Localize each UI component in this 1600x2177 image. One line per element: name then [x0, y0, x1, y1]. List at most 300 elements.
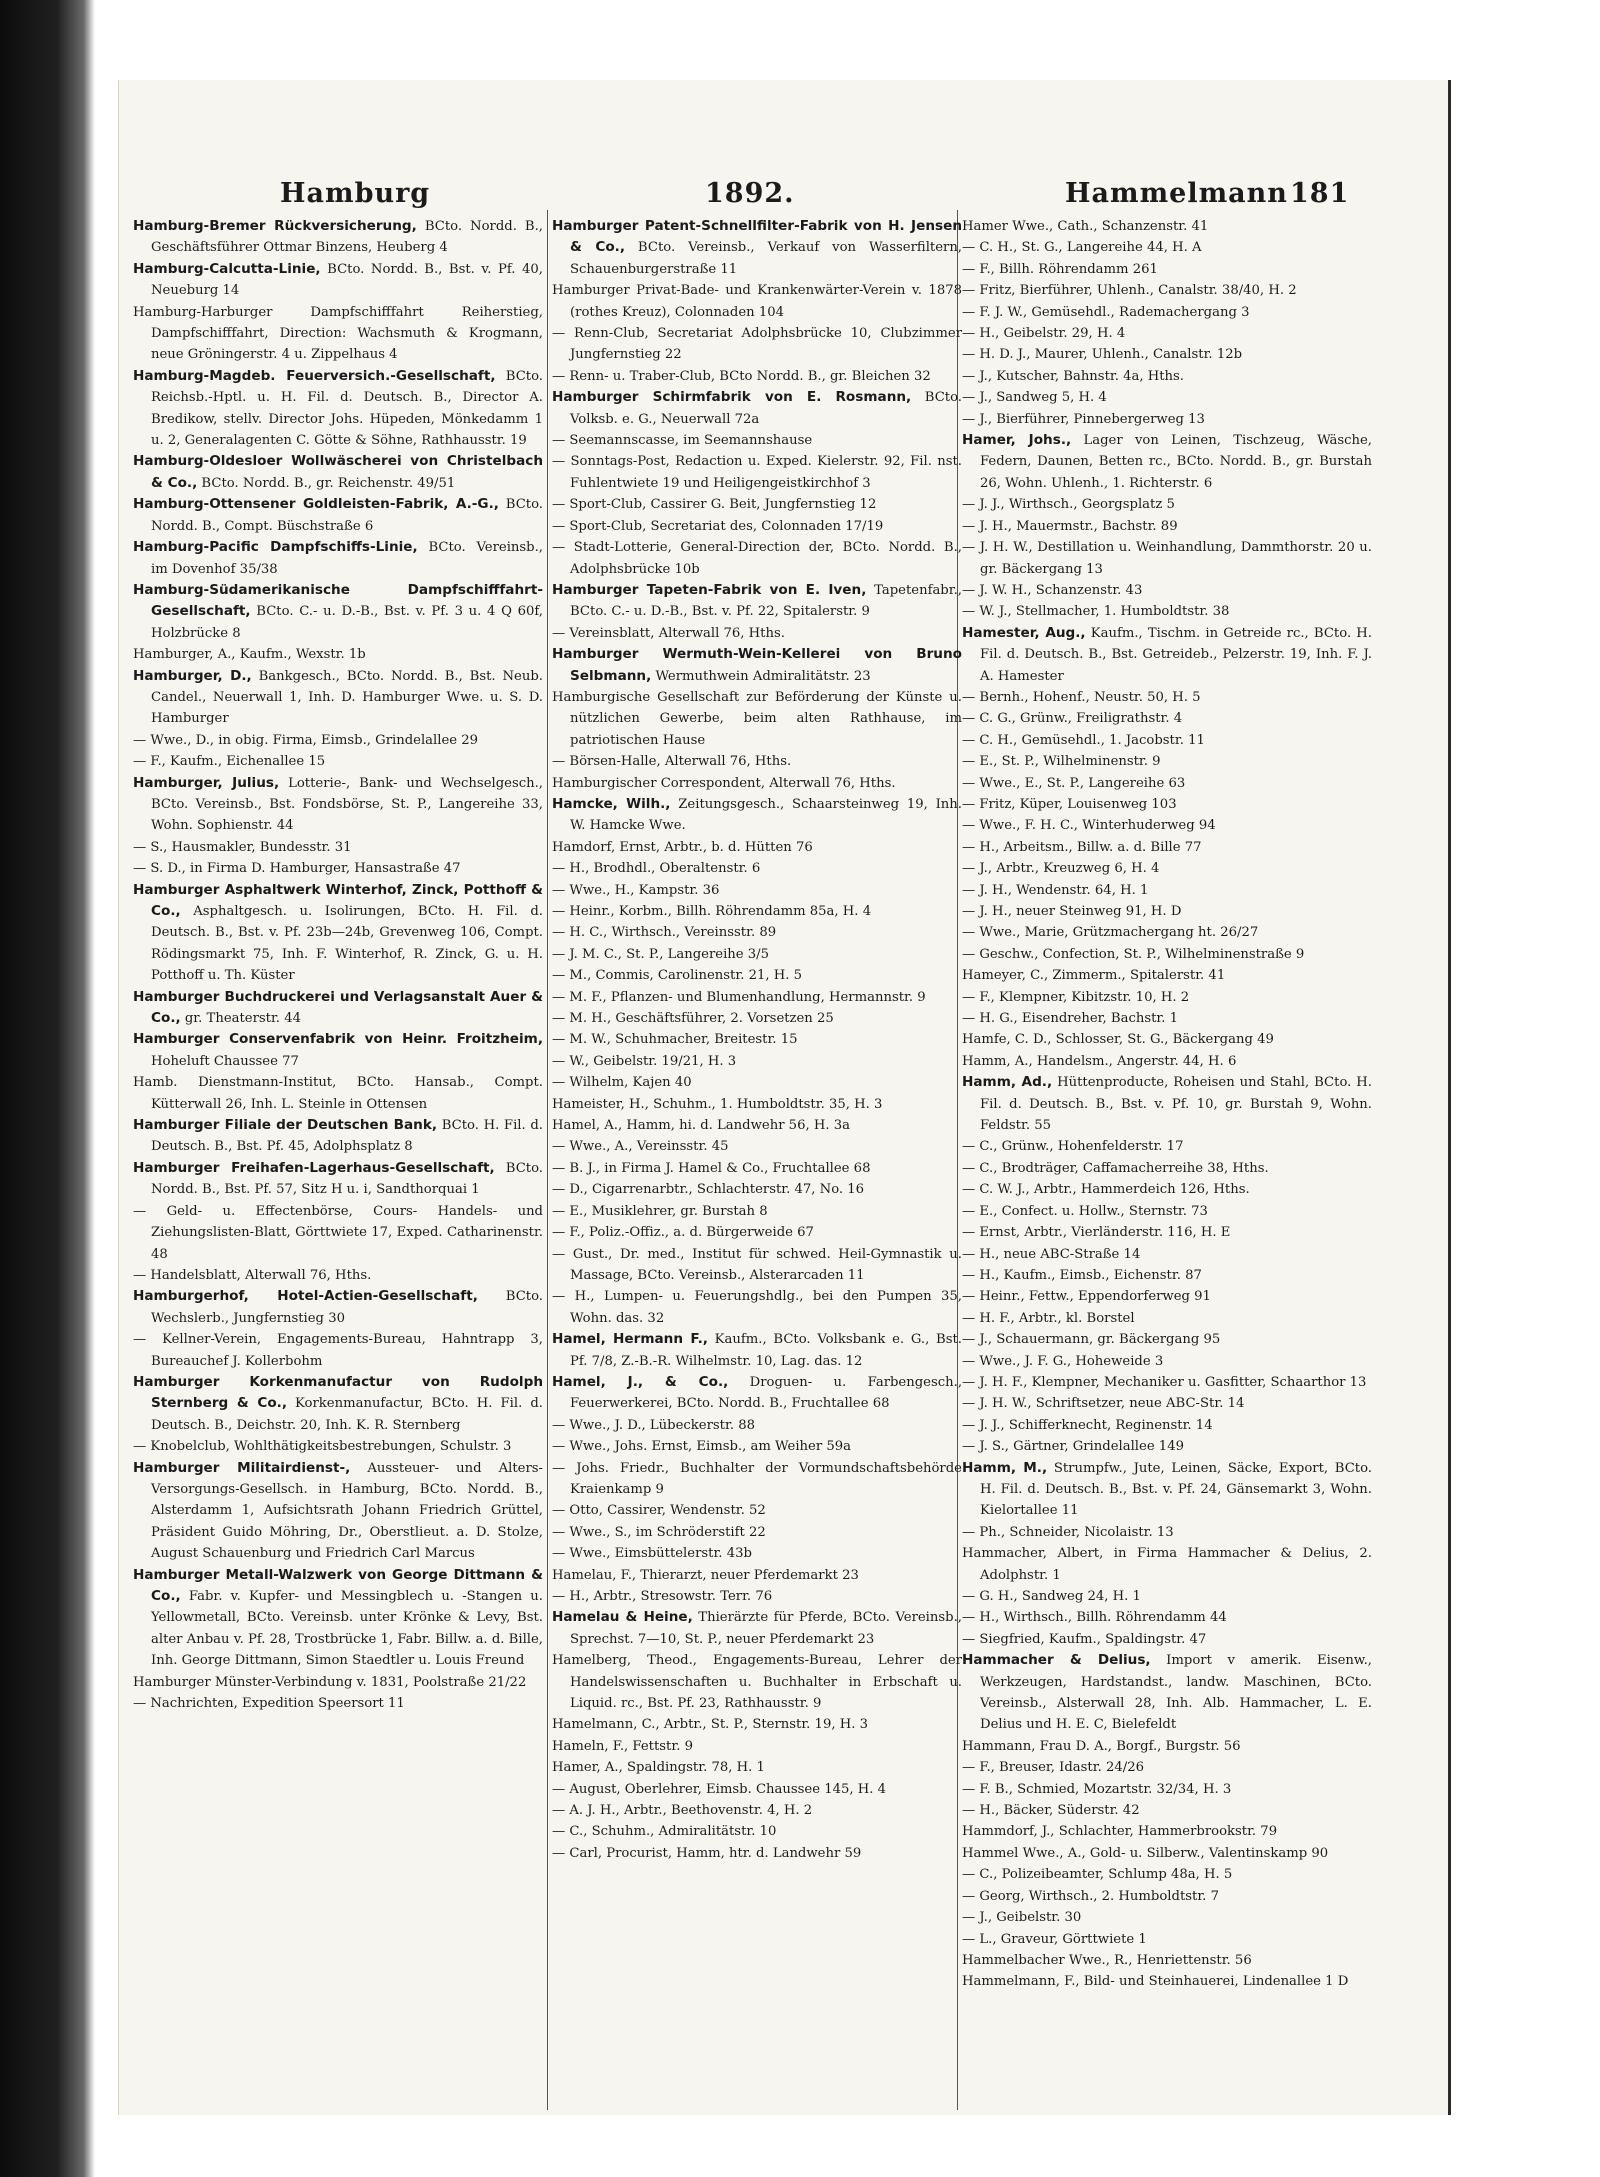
- entry-details: — M. W., Schuhmacher, Breitestr. 15: [552, 1032, 798, 1048]
- directory-entry: [962, 601, 1372, 622]
- directory-entry: [962, 1029, 1372, 1050]
- entry-details: — J., Sandweg 5, H. 4: [962, 390, 1107, 406]
- entry-details: Bankgesch., BCto. Nordd. B., Bst. Neub. Candel., Neuerwall 1, Inh. D. Hamburger Wwe. u. S. D. Hamburger: [151, 668, 543, 727]
- directory-entry: [133, 1565, 543, 1672]
- entry-details: — M. F., Pflanzen- und Blumenhandlung, Hermannstr. 9: [552, 989, 926, 1005]
- entry-details: Hamer Wwe., Cath., Schanzenstr. 41: [962, 219, 1209, 234]
- entry-name: Hamburger Freihafen-Lagerhaus-Gesellschaft,: [133, 1159, 495, 1176]
- directory-entry: [962, 623, 1372, 687]
- directory-column-3: [962, 216, 1372, 2036]
- directory-entry: [962, 1950, 1372, 1971]
- directory-entry: [552, 1821, 962, 1842]
- entry-details: Hammel Wwe., A., Gold- u. Silberw., Valentinskamp 90: [962, 1845, 1329, 1861]
- entry-name: Hamburger, D.,: [133, 667, 252, 684]
- directory-entry: [552, 1757, 962, 1778]
- directory-entry: [962, 1244, 1372, 1265]
- entry-details: Hammelbacher Wwe., R., Henriettenstr. 56: [962, 1952, 1252, 1968]
- page-number: 181: [1290, 178, 1350, 209]
- entry-name: Hamburger Conservenfabrik von Heinr. Froitzheim,: [133, 1031, 543, 1048]
- entry-details: — Vereinsblatt, Alterwall 76, Hths.: [552, 625, 785, 641]
- entry-details: BCto. Nordd. B., Compt. Büschstraße 6: [151, 497, 543, 534]
- directory-entry: [962, 280, 1372, 301]
- directory-entry: [552, 1522, 962, 1543]
- entry-details: Hammann, Frau D. A., Borgf., Burgstr. 56: [962, 1738, 1241, 1754]
- directory-entry: [962, 1436, 1372, 1457]
- directory-entry: [962, 773, 1372, 794]
- entry-name: Hamburger, Julius,: [133, 774, 280, 791]
- directory-entry: [962, 1008, 1372, 1029]
- directory-entry: [962, 858, 1372, 879]
- entry-details: Lager von Leinen, Tischzeug, Wäsche, Federn, Daunen, Betten rc., BCto. Nordd. B., gr. Burstah 26, Wohn. Uhlenh., 1. Richterstr. 6: [980, 433, 1372, 491]
- entry-name: Hamburg-Oldesloer Wollwäscherei von Christelbach & Co.,: [133, 453, 543, 491]
- directory-column-2: [552, 216, 962, 2036]
- entry-details: — J., Geibelstr. 30: [962, 1910, 1082, 1926]
- entry-name: Hamburg-Südamerikanische Dampfschifffahrt-Gesellschaft,: [133, 581, 543, 620]
- entry-details: Hamb. Dienstmann-Institut, BCto. Hansab., Compt. Kütterwall 26, Inh. L. Steinle in Ottensen: [133, 1075, 543, 1112]
- directory-entry: [962, 880, 1372, 901]
- directory-entry: [552, 1714, 962, 1735]
- entry-details: — E., St. P., Wilhelminenstr. 9: [962, 754, 1161, 770]
- directory-entry: [962, 1329, 1372, 1350]
- entry-details: — C., Polizeibeamter, Schlump 48a, H. 5: [962, 1867, 1233, 1883]
- directory-entry: [962, 837, 1372, 858]
- entry-details: — J. J., Schifferknecht, Reginenstr. 14: [962, 1417, 1213, 1433]
- directory-entry: [962, 1971, 1372, 1992]
- directory-entry: [133, 1072, 543, 1115]
- entry-details: — J. H. W., Schriftsetzer, neue ABC-Str. 14: [962, 1396, 1245, 1412]
- entry-details: — Gust., Dr. med., Institut für schwed. Heil-Gymnastik u. Massage, BCto. Vereinsb., Alsterarcaden 11: [552, 1246, 962, 1283]
- directory-entry: [962, 1072, 1372, 1136]
- entry-details: Thierärzte für Pferde, BCto. Vereinsb., Sprechst. 7—10, St. P., neuer Pferdemarkt 23: [570, 1610, 962, 1647]
- directory-entry: [133, 1265, 543, 1286]
- entry-details: — Heinr., Korbm., Billh. Röhrendamm 85a, H. 4: [552, 904, 872, 919]
- directory-entry: [133, 1372, 543, 1436]
- directory-entry: [552, 965, 962, 986]
- entry-name: Hammacher & Delius,: [962, 1652, 1151, 1669]
- directory-entry: [552, 1179, 962, 1200]
- directory-entry: [552, 1286, 962, 1329]
- directory-entry: [962, 1586, 1372, 1607]
- entry-details: — Seemannscasse, im Seemannshause: [552, 433, 813, 449]
- entry-details: — J., Kutscher, Bahnstr. 4a, Hths.: [962, 368, 1184, 384]
- entry-details: — F., Breuser, Idastr. 24/26: [962, 1760, 1144, 1776]
- directory-entry: [962, 1372, 1372, 1393]
- entry-details: — Knobelclub, Wohlthätigkeitsbestrebungen, Schulstr. 3: [133, 1439, 512, 1455]
- entry-details: — F., Billh. Röhrendamm 261: [962, 261, 1158, 277]
- directory-entry: [552, 922, 962, 943]
- entry-details: Asphaltgesch. u. Isolirungen, BCto. H. Fil. d. Deutsch. B., Bst. v. Pf. 23b—24b, Grevenweg 106, Compt. Rödingsmarkt 75, Inh. F. Winterhof, R. Zinck, G. u. H. Potthoff u. Th. Küster: [151, 904, 543, 984]
- entry-details: — Kellner-Verein, Engagements-Bureau, Hahntrapp 3, Bureauchef J. Kollerbohm: [133, 1332, 543, 1369]
- directory-entry: [133, 858, 543, 879]
- entry-details: — Stadt-Lotterie, General-Direction der, BCto. Nordd. B., Adolphsbrücke 10b: [552, 540, 962, 577]
- directory-entry: [962, 901, 1372, 922]
- directory-entry: [133, 837, 543, 858]
- entry-details: Hamer, A., Spaldingstr. 78, H. 1: [552, 1760, 765, 1776]
- directory-entry: [552, 1843, 962, 1864]
- directory-entry: [552, 430, 962, 451]
- entry-details: — G. H., Sandweg 24, H. 1: [962, 1589, 1141, 1604]
- directory-entry: [962, 494, 1372, 515]
- directory-entry: [552, 1800, 962, 1821]
- entry-details: — Otto, Cassirer, Wendenstr. 52: [552, 1503, 766, 1519]
- entry-details: — J. H., Wendenstr. 64, H. 1: [962, 882, 1149, 898]
- directory-entry: [552, 1244, 962, 1287]
- directory-entry: [962, 1201, 1372, 1222]
- directory-entry: [962, 1222, 1372, 1243]
- directory-entry: [133, 580, 543, 644]
- entry-details: Hamelberg, Theod., Engagements-Bureau, Lehrer der Handelswissenschaften u. Buchhalter in Erbschaft u. Liquid. rc., Bst. Pf. 23, Rathhausstr. 9: [552, 1653, 962, 1712]
- directory-entry: [552, 623, 962, 644]
- entry-details: Kaufm., BCto. Volksbank e. G., Bst. Pf. 7/8, Z.-B.-R. Wilhelmstr. 10, Lag. das. 12: [570, 1332, 962, 1369]
- entry-details: — Ernst, Arbtr., Vierländerstr. 116, H. E: [962, 1225, 1231, 1241]
- directory-entry: [133, 1286, 543, 1329]
- directory-entry: [552, 1586, 962, 1607]
- entry-details: — F., Kaufm., Eichenallee 15: [133, 754, 326, 770]
- entry-name: Hamm, Ad.,: [962, 1074, 1053, 1091]
- entry-details: — Wwe., Marie, Grützmachergang ht. 26/27: [962, 925, 1259, 941]
- entry-details: BCto. Vereinsb., im Dovenhof 35/38: [151, 540, 543, 577]
- directory-entry: [552, 280, 962, 323]
- directory-entry: [962, 1415, 1372, 1436]
- directory-entry: [962, 1351, 1372, 1372]
- entry-name: Hamcke, Wilh.,: [552, 795, 671, 812]
- entry-details: — C. H., Gemüsehdl., 1. Jacobstr. 11: [962, 732, 1205, 748]
- directory-entry: [962, 409, 1372, 430]
- entry-details: Tapetenfabr., BCto. C.- u. D.-B., Bst. v. Pf. 22, Spitalerstr. 9: [570, 582, 962, 620]
- entry-details: — F. B., Schmied, Mozartstr. 32/34, H. 3: [962, 1781, 1232, 1797]
- directory-entry: [552, 1136, 962, 1157]
- entry-name: Hamel, Hermann F.,: [552, 1331, 708, 1348]
- entry-details: Strumpfw., Jute, Leinen, Säcke, Export, BCto. H. Fil. d. Deutsch. B., Bst. v. Pf. 24, Gänsemarkt 3, Wohn. Kielortallee 11: [980, 1460, 1372, 1519]
- entry-details: — August, Oberlehrer, Eimsb. Chaussee 145, H. 4: [552, 1781, 887, 1797]
- entry-details: Hamburger Privat-Bade- und Krankenwärter-Verein v. 1878 (rothes Kreuz), Colonnaden 104: [552, 283, 962, 320]
- entry-name: Hamburg-Ottensener Goldleisten-Fabrik, A.-G.,: [133, 496, 499, 513]
- directory-entry: [962, 1843, 1372, 1864]
- directory-entry: [133, 1693, 543, 1714]
- directory-entry: [962, 516, 1372, 537]
- directory-entry: [962, 1179, 1372, 1200]
- entry-details: — H., Kaufm., Eimsb., Eichenstr. 87: [962, 1267, 1202, 1283]
- directory-entry: [962, 1458, 1372, 1522]
- directory-entry: [133, 773, 543, 837]
- entry-name: Hamburger Patent-Schnellfilter-Fabrik von H. Jensen & Co.,: [552, 218, 962, 256]
- directory-entry: [962, 580, 1372, 601]
- entry-details: — Siegfried, Kaufm., Spaldingstr. 47: [962, 1631, 1207, 1647]
- entry-details: — H., Geibelstr. 29, H. 4: [962, 326, 1126, 342]
- entry-details: BCto. Nordd. B., Bst. Pf. 57, Sitz H u. i, Sandthorquai 1: [151, 1160, 543, 1198]
- directory-entry: [552, 1415, 962, 1436]
- entry-details: Hammacher, Albert, in Firma Hammacher & Delius, 2. Adolphstr. 1: [962, 1546, 1372, 1583]
- directory-entry: [552, 516, 962, 537]
- header-right-keyword: Hammelmann: [1065, 178, 1288, 209]
- directory-entry: [962, 1522, 1372, 1543]
- directory-entry: [962, 259, 1372, 280]
- directory-entry: [962, 965, 1372, 986]
- entry-details: — Fritz, Bierführer, Uhlenh., Canalstr. 38/40, H. 2: [962, 283, 1297, 299]
- directory-entry: [962, 344, 1372, 365]
- directory-entry: [962, 1907, 1372, 1928]
- directory-entry: [552, 1779, 962, 1800]
- directory-entry: [962, 387, 1372, 408]
- entry-details: — E., Musiklehrer, gr. Burstah 8: [552, 1203, 768, 1219]
- entry-details: Import v amerik. Eisenw., Werkzeugen, Hardstandst., landw. Maschinen, BCto. Vereinsb., Alsterwall 28, Inh. Alb. Hammacher, L. E. Delius und H. E. C, Bielefeldt: [980, 1653, 1372, 1733]
- directory-entry: [552, 1029, 962, 1050]
- directory-entry: [552, 216, 962, 280]
- directory-entry: [962, 794, 1372, 815]
- directory-entry: [962, 1929, 1372, 1950]
- entry-details: Hammelmann, F., Bild- und Steinhauerei, Lindenallee 1 D: [962, 1974, 1349, 1990]
- directory-entry: [133, 1436, 543, 1457]
- entry-details: BCto. Reichsb.-Hptl. u. H. Fil. d. Deutsch. B., Director A. Bredikow, stellv. Director Johs. Hüpeden, Mönkedamm 1 u. 2, Generalagenten C. Götte & Söhne, Rathhausstr. 19: [151, 368, 543, 449]
- entry-details: Hoheluft Chaussee 77: [151, 1053, 299, 1069]
- entry-details: Hamburg-Harburger Dampfschifffahrt Reiherstieg, Dampfschifffahrt, Direction: Wachsmuth & Krogmann, neue Gröningerstr. 4 u. Zippelhaus 4: [133, 304, 543, 363]
- directory-entry: [133, 494, 543, 537]
- directory-entry: [552, 323, 962, 366]
- directory-entry: [552, 1008, 962, 1029]
- entry-details: — Geld- u. Effectenbörse, Cours- Handels- und Ziehungslisten-Blatt, Görttwiete 17, Exped. Catharinenstr. 48: [133, 1203, 543, 1262]
- entry-details: — Sport-Club, Cassirer G. Beit, Jungfernstieg 12: [552, 497, 877, 513]
- entry-details: — Wwe., J. F. G., Hoheweide 3: [962, 1353, 1164, 1369]
- directory-entry: [552, 1500, 962, 1521]
- directory-entry: [552, 687, 962, 751]
- entry-name: Hamburger Asphaltwerk Winterhof, Zinck, Potthoff & Co.,: [133, 881, 543, 919]
- directory-entry: [133, 1329, 543, 1372]
- directory-entry: [552, 451, 962, 494]
- entry-name: Hamburger Militairdienst-,: [133, 1459, 351, 1476]
- directory-entry: [962, 922, 1372, 943]
- entry-details: — Wwe., F. H. C., Winterhuderweg 94: [962, 818, 1216, 834]
- entry-details: — B. J., in Firma J. Hamel & Co., Fruchtallee 68: [552, 1160, 871, 1176]
- entry-details: — M., Commis, Carolinenstr. 21, H. 5: [552, 968, 803, 984]
- directory-entry: [552, 1222, 962, 1243]
- entry-name: Hamburger Metall-Walzwerk von George Dittmann & Co.,: [133, 1566, 543, 1604]
- directory-entry: [552, 773, 962, 794]
- entry-details: — J., Arbtr., Kreuzweg 6, H. 4: [962, 861, 1160, 877]
- directory-entry: [552, 1372, 962, 1415]
- entry-details: — H. D. J., Maurer, Uhlenh., Canalstr. 12b: [962, 347, 1243, 363]
- entry-details: — A. J. H., Arbtr., Beethovenstr. 4, H. 2: [552, 1803, 813, 1819]
- directory-entry: [133, 1115, 543, 1158]
- directory-entry: [552, 1072, 962, 1093]
- entry-details: Hameyer, C., Zimmerm., Spitalerstr. 41: [962, 968, 1226, 984]
- directory-entry: [552, 366, 962, 387]
- entry-details: — Ph., Schneider, Nicolaistr. 13: [962, 1524, 1174, 1540]
- entry-details: — H., Wirthsch., Billh. Röhrendamm 44: [962, 1610, 1227, 1626]
- directory-entry: [962, 537, 1372, 580]
- entry-details: Hamburgische Gesellschaft zur Beförderung der Künste u. nützlichen Gewerbe, beim alten Rathhause, im patriotischen Hause: [552, 689, 962, 748]
- entry-name: Hamburg-Pacific Dampfschiffs-Linie,: [133, 539, 418, 556]
- entry-details: — Georg, Wirthsch., 2. Humboldtstr. 7: [962, 1888, 1219, 1904]
- entry-name: Hamburger Wermuth-Wein-Kellerei von Bruno Selbmann,: [552, 646, 962, 684]
- directory-entry: [552, 944, 962, 965]
- entry-details: Hamm, A., Handelsm., Angerstr. 44, H. 6: [962, 1053, 1237, 1069]
- entry-details: Hamfe, C. D., Schlosser, St. G., Bäckergang 49: [962, 1032, 1274, 1048]
- entry-name: Hamm, M.,: [962, 1459, 1048, 1476]
- entry-details: — H., neue ABC-Straße 14: [962, 1246, 1141, 1262]
- entry-details: BCto. Wechslerb., Jungfernstieg 30: [151, 1289, 543, 1326]
- directory-entry: [552, 837, 962, 858]
- directory-entry: [552, 1094, 962, 1115]
- directory-entry: [552, 1543, 962, 1564]
- entry-name: Hamburger Buchdruckerei und Verlagsanstalt Auer & Co.,: [133, 988, 543, 1027]
- entry-details: — Fritz, Küper, Louisenweg 103: [962, 796, 1177, 812]
- entry-details: Hamburger Münster-Verbindung v. 1831, Poolstraße 21/22: [133, 1674, 527, 1690]
- entry-details: — F. J. W., Gemüsehdl., Rademachergang 3: [962, 304, 1250, 320]
- entry-details: Hüttenproducte, Roheisen und Stahl, BCto. H. Fil. d. Deutsch. B., Bst. v. Pf. 10, gr. Burstah 9, Wohn. Feldstr. 55: [980, 1075, 1372, 1134]
- directory-entry: [552, 1329, 962, 1372]
- directory-entry: [552, 751, 962, 772]
- entry-details: Zeitungsgesch., Schaarsteinweg 19, Inh. W. Hamcke Wwe.: [570, 796, 962, 834]
- directory-entry: [133, 880, 543, 987]
- entry-details: gr. Theaterstr. 44: [180, 1011, 301, 1027]
- directory-entry: [552, 1458, 962, 1501]
- entry-details: — Sport-Club, Secretariat des, Colonnaden 17/19: [552, 518, 884, 534]
- entry-details: Hameister, H., Schuhm., 1. Humboldtstr. 35, H. 3: [552, 1096, 883, 1112]
- directory-entry: [133, 987, 543, 1030]
- entry-details: — F., Poliz.-Offiz., a. d. Bürgerweide 67: [552, 1225, 814, 1241]
- entry-details: — J., Schauermann, gr. Bäckergang 95: [962, 1332, 1221, 1348]
- entry-details: — Wwe., J. D., Lübeckerstr. 88: [552, 1417, 755, 1433]
- entry-details: — H., Arbtr., Stresowstr. Terr. 76: [552, 1589, 773, 1604]
- directory-entry: [552, 537, 962, 580]
- directory-entry: [133, 1029, 543, 1072]
- entry-details: Lotterie-, Bank- und Wechselgesch., BCto. Vereinsb., Bst. Fondsbörse, St. P., Langereihe 33, Wohn. Sophienstr. 44: [151, 775, 543, 834]
- entry-details: — Handelsblatt, Alterwall 76, Hths.: [133, 1267, 372, 1283]
- directory-entry: [133, 1672, 543, 1693]
- entry-details: — J. H., neuer Steinweg 91, H. D: [962, 904, 1182, 919]
- directory-entry: [552, 1158, 962, 1179]
- entry-details: Droguen- u. Farbengesch., Feuerwerkerei, BCto. Nordd. B., Fruchtallee 68: [570, 1374, 962, 1412]
- entry-details: — Wwe., A., Vereinsstr. 45: [552, 1139, 729, 1155]
- directory-entry: [962, 1051, 1372, 1072]
- directory-entry: [133, 666, 543, 730]
- entry-details: — Sonntags-Post, Redaction u. Exped. Kielerstr. 92, Fil. nst. Fuhlentwiete 19 und Heiligengeistkirchhof 3: [552, 454, 962, 491]
- entry-details: — W. J., Stellmacher, 1. Humboldtstr. 38: [962, 604, 1230, 620]
- entry-details: Korkenmanufactur, BCto. H. Fil. d. Deutsch. B., Deichstr. 20, Inh. K. R. Sternberg: [151, 1396, 543, 1433]
- directory-entry: [962, 302, 1372, 323]
- directory-entry: [552, 1565, 962, 1586]
- directory-entry: [133, 259, 543, 302]
- entry-details: — H. G., Eisendreher, Bachstr. 1: [962, 1011, 1179, 1027]
- directory-entry: [962, 1265, 1372, 1286]
- directory-entry: [962, 1886, 1372, 1907]
- entry-details: — C. G., Grünw., Freiligrathstr. 4: [962, 711, 1183, 727]
- directory-entry: [962, 1136, 1372, 1157]
- entry-name: Hamer, Johs.,: [962, 432, 1072, 449]
- directory-entry: [552, 494, 962, 515]
- entry-details: Hamelmann, C., Arbtr., St. P., Sternstr. 19, H. 3: [552, 1717, 868, 1733]
- directory-entry: [962, 687, 1372, 708]
- directory-entry: [133, 1458, 543, 1565]
- directory-entry: [962, 237, 1372, 258]
- header-left-keyword: Hamburg: [280, 178, 431, 209]
- entry-details: Hamdorf, Ernst, Arbtr., b. d. Hütten 76: [552, 839, 813, 855]
- directory-entry: [552, 1201, 962, 1222]
- header-year: 1892.: [705, 178, 795, 209]
- directory-entry: [962, 216, 1372, 237]
- entry-details: — H., Arbeitsm., Billw. a. d. Bille 77: [962, 839, 1202, 855]
- directory-entry: [962, 815, 1372, 836]
- directory-entry: [133, 730, 543, 751]
- directory-entry: [133, 751, 543, 772]
- directory-entry: [552, 1650, 962, 1714]
- directory-column-1: [133, 216, 543, 2036]
- entry-details: BCto. Volksb. e. G., Neuerwall 72a: [570, 390, 962, 427]
- entry-details: — H., Lumpen- u. Feuerungshdlg., bei den Pumpen 35, Wohn. das. 32: [552, 1289, 962, 1326]
- entry-details: — J. W. H., Schanzenstr. 43: [962, 582, 1143, 598]
- entry-details: Hamburgischer Correspondent, Alterwall 76, Hths.: [552, 775, 896, 791]
- directory-entry: [962, 1543, 1372, 1586]
- entry-details: — J. H. W., Destillation u. Weinhandlung, Dammthorstr. 20 u. gr. Bäckergang 13: [962, 540, 1372, 577]
- directory-entry: [552, 1736, 962, 1757]
- directory-entry: [962, 1158, 1372, 1179]
- entry-details: BCto. Nordd. B., gr. Reichenstr. 49/51: [197, 475, 456, 491]
- directory-entry: [962, 1393, 1372, 1414]
- directory-entry: [962, 1736, 1372, 1757]
- entry-details: BCto. Vereinsb., Verkauf von Wasserfiltern, Schauenburgerstraße 11: [570, 240, 962, 277]
- directory-entry: [962, 1864, 1372, 1885]
- directory-entry: [133, 1158, 543, 1201]
- entry-details: BCto. Nordd. B., Bst. v. Pf. 40, Neueburg 14: [151, 261, 543, 299]
- entry-name: Hamburger Schirmfabrik von E. Rosmann,: [552, 389, 912, 406]
- directory-entry: [552, 901, 962, 922]
- directory-entry: [552, 387, 962, 430]
- directory-entry: [962, 1308, 1372, 1329]
- directory-entry: [133, 216, 543, 259]
- entry-details: — L., Graveur, Görttwiete 1: [962, 1931, 1147, 1947]
- entry-details: — H., Brodhdl., Oberaltenstr. 6: [552, 861, 761, 877]
- directory-entry: [552, 794, 962, 837]
- entry-details: — Wwe., E., St. P., Langereihe 63: [962, 775, 1186, 791]
- entry-details: Fabr. v. Kupfer- und Messingblech u. -Stangen u. Yellowmetall, BCto. Vereinsb. unter Krönke & Levy, Bst. alter Anbau v. Pf. 28, Trostbrücke 1, Fabr. Billw. a. d. Bille, Inh. George Dittmann, Simon Staedtler u. Louis Freund: [151, 1589, 543, 1669]
- column-divider: [547, 210, 548, 2110]
- directory-entry: [552, 1436, 962, 1457]
- entry-details: — J. J., Wirthsch., Georgsplatz 5: [962, 497, 1175, 513]
- entry-details: Kaufm., Tischm. in Getreide rc., BCto. H. Fil. d. Deutsch. B., Bst. Getreideb., Pelzerstr. 19, Inh. F. J. A. Hamester: [980, 625, 1372, 684]
- entry-details: — C., Brodträger, Caffamacherreihe 38, Hths.: [962, 1160, 1269, 1176]
- directory-entry: [962, 1779, 1372, 1800]
- directory-entry: [962, 366, 1372, 387]
- entry-details: — Wwe., S., im Schröderstift 22: [552, 1524, 766, 1540]
- entry-details: — J., Bierführer, Pinnebergerweg 13: [962, 411, 1205, 427]
- entry-details: — H. C., Wirthsch., Vereinsstr. 89: [552, 925, 777, 941]
- entry-details: — Wwe., D., in obig. Firma, Eimsb., Grindelallee 29: [133, 732, 479, 748]
- entry-details: BCto. C.- u. D.-B., Bst. v. Pf. 3 u. 4 Q 60f, Holzbrücke 8: [151, 604, 543, 641]
- directory-entry: [962, 1629, 1372, 1650]
- directory-entry: [962, 1286, 1372, 1307]
- directory-entry: [552, 1607, 962, 1650]
- entry-details: — E., Confect. u. Hollw., Sternstr. 73: [962, 1203, 1208, 1219]
- directory-entry: [133, 1201, 543, 1265]
- entry-details: — J. S., Gärtner, Grindelallee 149: [962, 1439, 1184, 1455]
- entry-name: Hamelau & Heine,: [552, 1609, 693, 1626]
- entry-details: Aussteuer- und Alters-Versorgungs-Gesellsch. in Hamburg, BCto. Nordd. B., Alsterdamm 1, Aufsichtsrath Johann Friedrich Grüttel, Präsident Guido Möhring, Dr., Oberstlieut. a. D. Stolze, August Schauenburg und Friedrich Carl Marcus: [151, 1460, 543, 1562]
- entry-details: — Heinr., Fettw., Eppendorferweg 91: [962, 1289, 1211, 1305]
- entry-details: — D., Cigarrenarbtr., Schlachterstr. 47, No. 16: [552, 1182, 865, 1198]
- entry-details: — Wwe., H., Kampstr. 36: [552, 882, 720, 898]
- entry-name: Hamburger Tapeten-Fabrik von E. Iven,: [552, 581, 867, 598]
- scan-border: [0, 0, 95, 2177]
- entry-details: Hamburger, A., Kaufm., Wexstr. 1b: [133, 647, 366, 663]
- entry-details: — Renn- u. Traber-Club, BCto Nordd. B., gr. Bleichen 32: [552, 368, 931, 384]
- directory-entry: [552, 880, 962, 901]
- entry-details: — C. H., St. G., Langereihe 44, H. A: [962, 240, 1202, 256]
- entry-details: — Nachrichten, Expedition Speersort 11: [133, 1696, 405, 1712]
- entry-details: — C., Schuhm., Admiralitätstr. 10: [552, 1824, 777, 1840]
- entry-details: — C., Grünw., Hohenfelderstr. 17: [962, 1139, 1184, 1155]
- directory-entry: [552, 987, 962, 1008]
- entry-name: Hamburgerhof, Hotel-Actien-Gesellschaft,: [133, 1288, 478, 1305]
